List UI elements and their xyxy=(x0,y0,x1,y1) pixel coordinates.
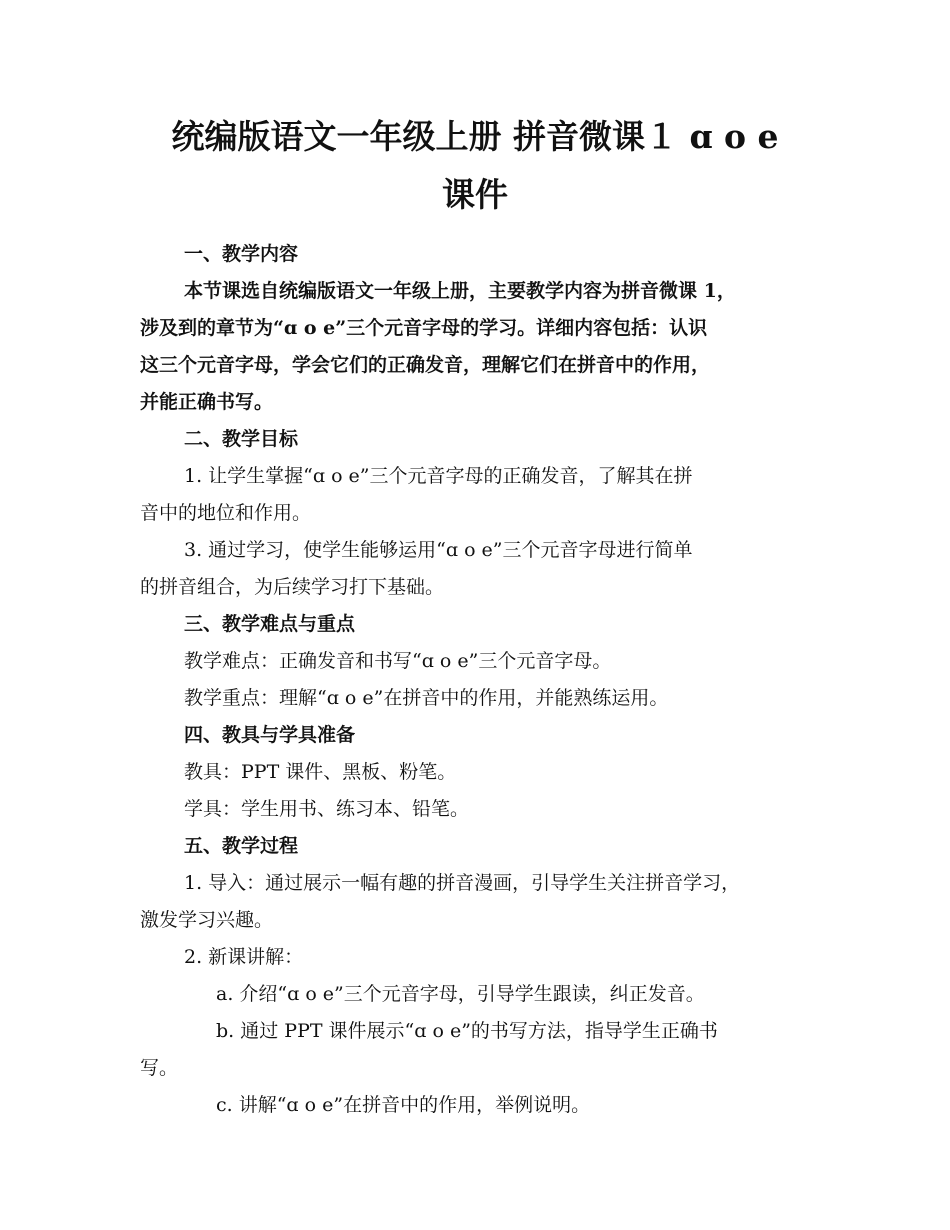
document-page xyxy=(140,108,810,1124)
paragraph-line: a. 介绍“ɑ o e”三个元音字母，引导学生跟读，纠正发音。 xyxy=(216,983,705,1005)
paragraph-line: 2. 新课讲解： xyxy=(184,946,304,968)
paragraph-line: 激发学习兴趣。 xyxy=(140,909,274,931)
paragraph-line: 1. 让学生掌握“ɑ o e”三个元音字母的正确发音，了解其在拼 xyxy=(184,465,693,487)
paragraph-line: 的拼音组合，为后续学习打下基础。 xyxy=(140,576,445,598)
paragraph-line: 并能正确书写。 xyxy=(140,391,274,413)
section-heading: 二、教学目标 xyxy=(184,428,299,450)
paragraph-line: 本节课选自统编版语文一年级上册，主要教学内容为拼音微课 1， xyxy=(184,280,736,302)
paragraph-line: 教具：PPT 课件、黑板、粉笔。 xyxy=(184,761,457,783)
paragraph-line: 教学难点：正确发音和书写“ɑ o e”三个元音字母。 xyxy=(184,650,612,672)
section-heading: 三、教学难点与重点 xyxy=(184,613,356,635)
section-heading: 五、教学过程 xyxy=(184,835,299,857)
section-heading: 四、教具与学具准备 xyxy=(184,724,356,746)
paragraph-line: 3. 通过学习，使学生能够运用“ɑ o e”三个元音字母进行简单 xyxy=(184,539,693,561)
paragraph-line: 涉及到的章节为“ɑ o e”三个元音字母的学习。详细内容包括：认识 xyxy=(140,317,708,339)
title-line-2: 课件 xyxy=(442,175,508,214)
paragraph-line: 写。 xyxy=(140,1057,179,1079)
section-heading: 一、教学内容 xyxy=(184,243,299,265)
paragraph-line: 这三个元音字母，学会它们的正确发音，理解它们在拼音中的作用， xyxy=(140,354,711,376)
paragraph-line: b. 通过 PPT 课件展示“ɑ o e”的书写方法，指导学生正确书 xyxy=(216,1020,718,1042)
title-line-1: 统编版语文一年级上册 拼音微课１ ɑ o e xyxy=(171,117,779,156)
paragraph-line: 音中的地位和作用。 xyxy=(140,502,312,524)
paragraph-line: 学具：学生用书、练习本、铅笔。 xyxy=(184,798,470,820)
paragraph-line: c. 讲解“ɑ o e”在拼音中的作用，举例说明。 xyxy=(216,1094,591,1116)
paragraph-line: 1. 导入：通过展示一幅有趣的拼音漫画，引导学生关注拼音学习， xyxy=(184,872,741,894)
document-body xyxy=(140,236,810,1124)
paragraph-line: 教学重点：理解“ɑ o e”在拼音中的作用，并能熟练运用。 xyxy=(184,687,669,709)
document-title xyxy=(140,108,810,224)
